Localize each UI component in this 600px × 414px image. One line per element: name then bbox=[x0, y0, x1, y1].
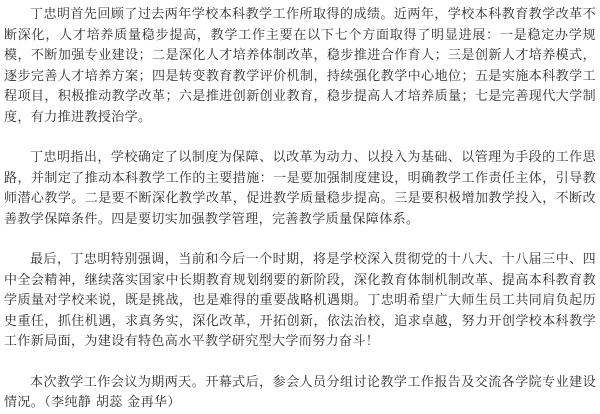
paragraph-conclusion: 最后，丁忠明特别强调，当前和今后一个时期，将是学校深入贯彻党的十八大、十八届三中、四中全会精神，继续落实国家中长期教育规划纲要的新阶段，深化教育体制机制改革、提高本科教育教学质量对学校来说，既是挑战，也是难得的重要战略机遇期。丁忠明希望广大师生员工共同肩负起历史重任，抓住机遇，求真务实，深化改革，开拓创新，依法治校，追求卓越，努力开创学校本科教学工作新局面，为建设有特色高水平教学研究型大学而努力奋斗！ bbox=[4, 252, 596, 349]
paragraph-measures: 丁忠明指出，学校确定了以制度为保障、以改革为动力、以投入为基础、以管理为手段的工作思路，并制定了推动本科教学工作的主要措施：一是要加强制度建设，明确教学工作责任主体，引导教师潜心教学。二是要不断深化教学改革，促进教学质量稳步提高。三是要积极增加教学投入，不断改善教学保障条件。四是要切实加强教学管理，完善教学质量保障体系。 bbox=[4, 150, 596, 227]
paragraph-meeting-info: 本次教学工作会议为期两天。开幕式后，参会人员分组讨论教学工作报告及交流各学院专业建设情况。（李纯静 胡蕊 金再华） bbox=[4, 374, 596, 410]
paragraph-achievements: 丁忠明首先回顾了过去两年学校本科教学工作所取得的成绩。近两年，学校本科教育教学改革不断深化，人才培养质量稳步提高，教学工作主要在以下七个方面取得了明显进展：一是稳定办学规模，不断加强专业建设；二是深化人才培养体制改革，稳步推进合作育人；三是创新人才培养模式，逐步完善人才培养方案；四是转变教育教学评价机制，持续强化教学中心地位；五是实施本科教学工程项目，积极推动教学改革；六是推进创新创业教育，稳步提高人才培养质量；七是完善现代大学制度，有力推进教授治学。 bbox=[4, 7, 596, 125]
